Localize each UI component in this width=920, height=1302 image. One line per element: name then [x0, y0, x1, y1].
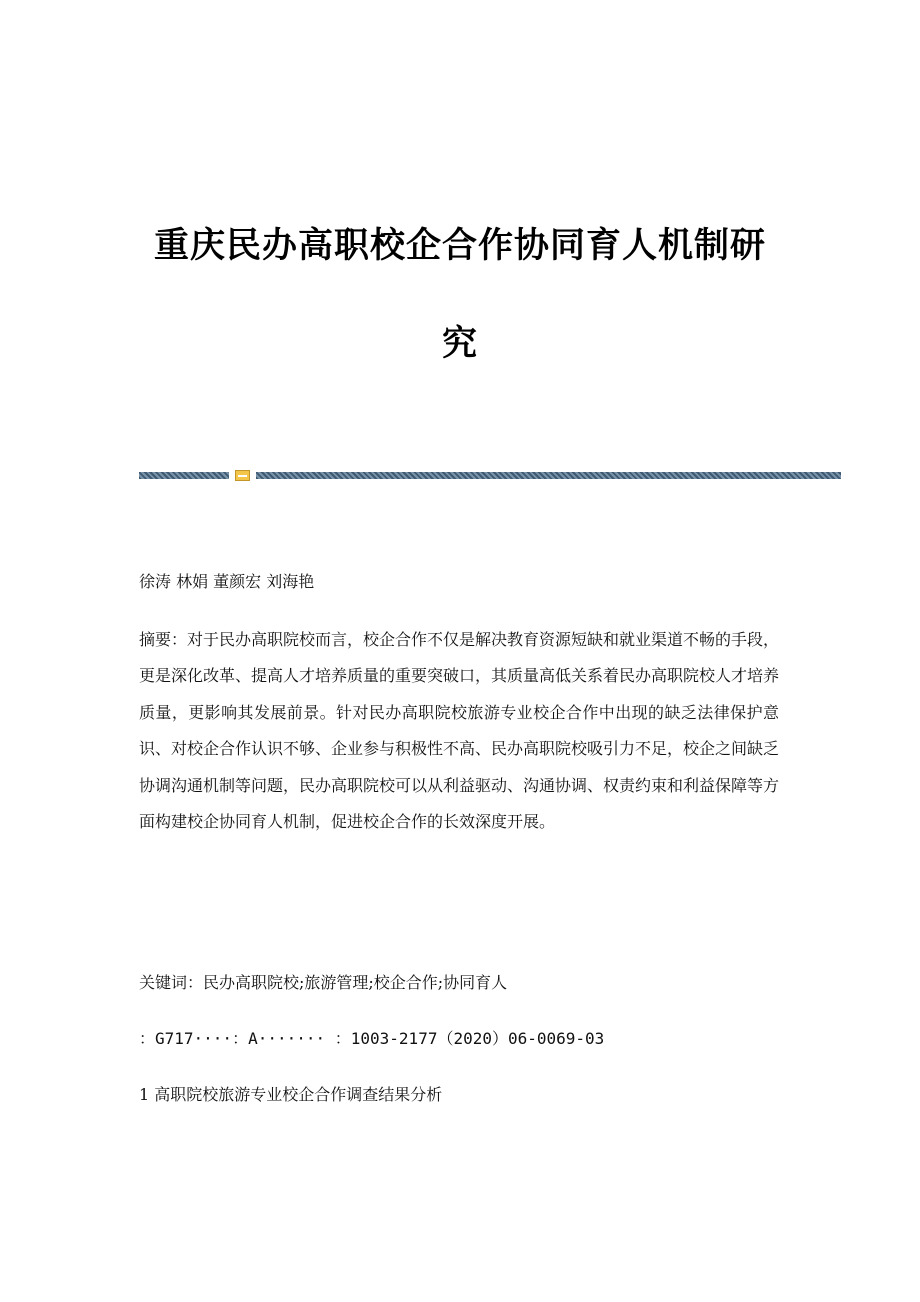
- divider-bar-left: [139, 472, 229, 479]
- abstract: 摘要：对于民办高职院校而言，校企合作不仅是解决教育资源短缺和就业渠道不畅的手段，更是深化改革、提高人才培养质量的重要突破口，其质量高低关系着民办高职院校人才培养质量，更影响其发展前景。针对民办高职院校旅游专业校企合作中出现的缺乏法律保护意识、对校企合作认识不够、企业参与积极性不高、民办高职院校吸引力不足，校企之间缺乏协调沟通机制等问题，民办高职院校可以从利益驱动、沟通协调、权责约束和利益保障等方面构建校企协同育人机制，促进校企合作的长效深度开展。: [139, 630, 780, 832]
- section-heading: 1 高职院校旅游专业校企合作调查结果分析: [139, 1085, 443, 1104]
- divider-emblem-icon: [235, 470, 250, 481]
- classification-line: ：G717····：A······· ：1003-2177（2020）06-0069-03: [139, 1029, 605, 1048]
- document-title-line-2: 究: [441, 324, 478, 364]
- title-divider: [139, 470, 841, 480]
- document-title-line-1: 重庆民办高职校企合作协同育人机制研: [153, 226, 766, 266]
- authors: 徐涛 林娟 董颜宏 刘海艳: [139, 572, 315, 591]
- divider-bar-right: [256, 472, 841, 479]
- keywords: 关键词：民办高职院校;旅游管理;校企合作;协同育人: [139, 973, 508, 992]
